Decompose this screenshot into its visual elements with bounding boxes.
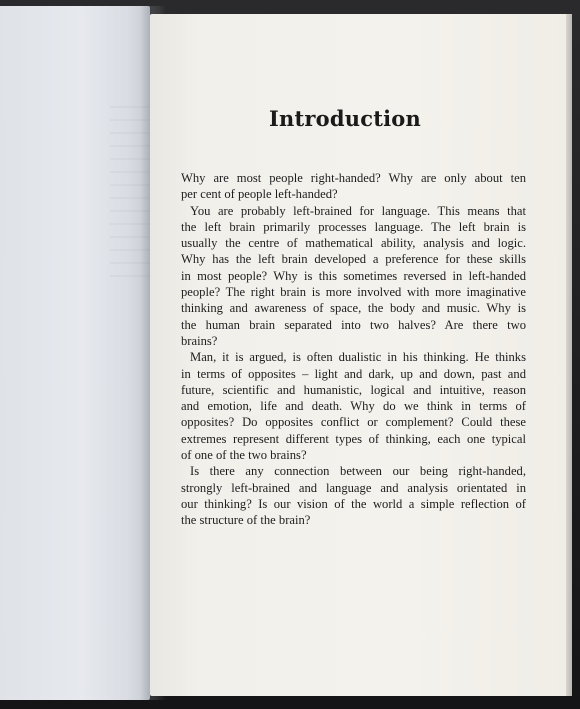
text-line: the structure of the brain? xyxy=(181,513,311,528)
text-line: per cent of people left-handed? xyxy=(181,187,338,202)
text-line: future, scientific and humanistic, logical and intuitive, reason xyxy=(181,382,526,397)
paragraph-4 xyxy=(181,463,526,528)
page-title: Introduction xyxy=(269,106,421,131)
text-line: Man, it is argued, is often dualistic in his thinking. He thinks xyxy=(190,350,526,365)
text-line: Why has the left brain developed a preference for these skills xyxy=(181,252,526,267)
text-line: usually the centre of mathematical ability, analysis and logic. xyxy=(181,236,526,251)
paragraph-2 xyxy=(181,203,526,350)
text-line: in terms of opposites – light and dark, up and down, past and xyxy=(181,366,526,381)
text-line: and emotion, life and death. Why do we think in terms of xyxy=(181,399,526,414)
text-line: Is there any connection between our being right-handed, xyxy=(190,464,526,479)
body-text xyxy=(181,170,526,529)
text-line: extremes represent different types of thinking, each one typical xyxy=(181,431,526,446)
paragraph-1 xyxy=(181,170,526,203)
text-line: our thinking? Is our vision of the world a simple reflection of xyxy=(181,496,526,511)
text-line: You are probably left-brained for language. This means that xyxy=(190,203,526,218)
text-line: the left brain primarily processes language. The left brain is xyxy=(181,219,526,234)
left-page xyxy=(0,6,150,700)
page-edge xyxy=(566,14,572,696)
text-line: in most people? Why is this sometimes reversed in left-handed xyxy=(181,268,526,283)
text-line: people? The right brain is more involved with more imaginative xyxy=(181,285,526,300)
text-line: opposites? Do opposites conflict or complement? Could these xyxy=(181,415,526,430)
text-line: thinking and awareness of space, the body and music. Why is xyxy=(181,301,526,316)
text-line: brains? xyxy=(181,333,218,348)
paragraph-3 xyxy=(181,349,526,463)
text-line: Why are most people right-handed? Why are only about ten xyxy=(181,171,526,185)
text-line: the human brain separated into two halves? Are there two xyxy=(181,317,526,332)
text-line: strongly left-brained and language and analysis orientated in xyxy=(181,480,526,495)
text-line: of one of the two brains? xyxy=(181,448,307,463)
right-page xyxy=(150,14,572,696)
